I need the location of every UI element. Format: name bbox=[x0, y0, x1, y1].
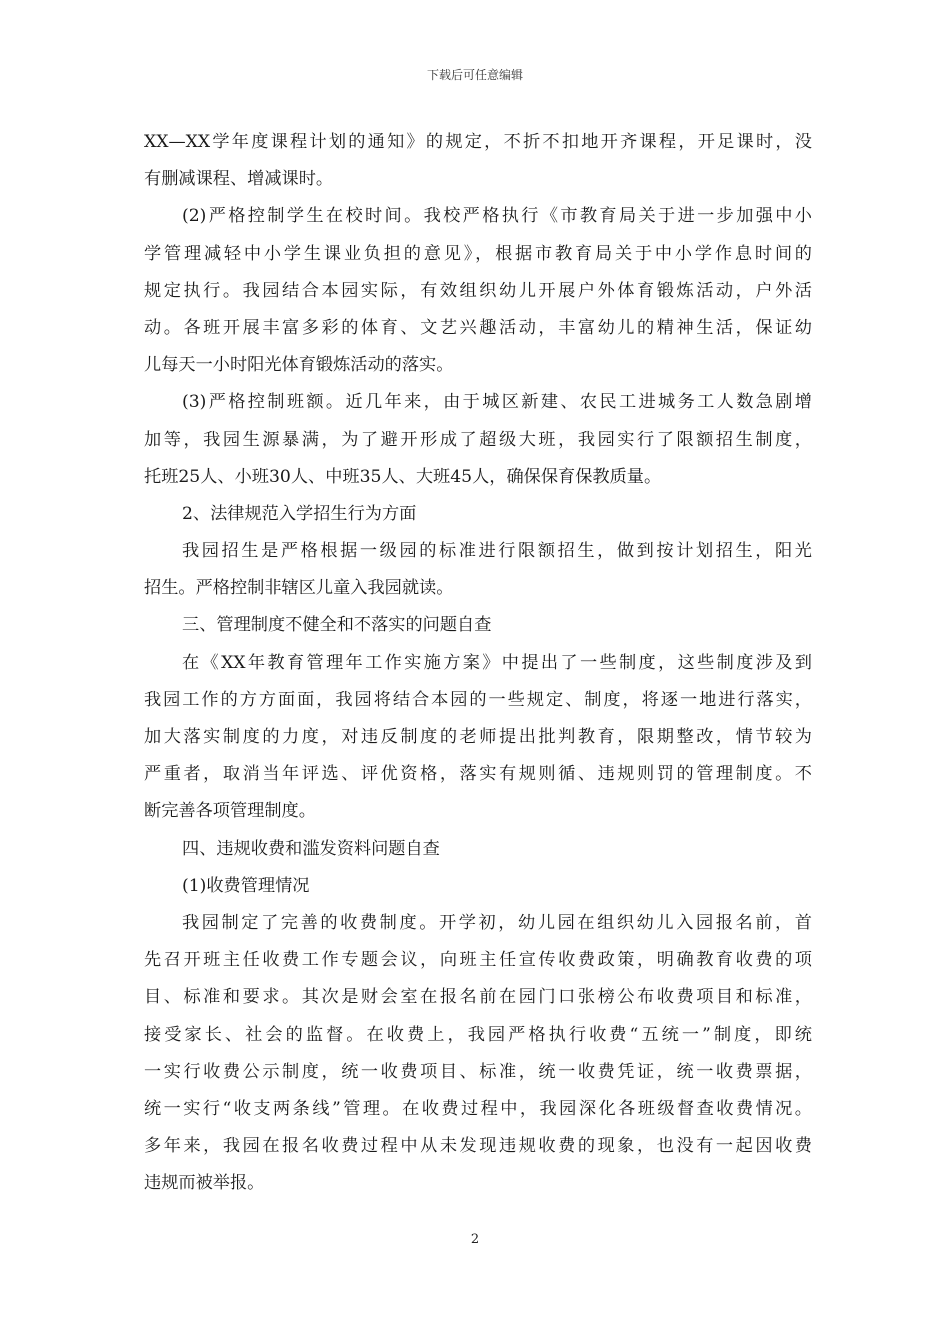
text-line: (3)严格控制班额。近几年来，由于城区新建、农民工进城务工人数急剧增 bbox=[182, 392, 812, 413]
text-line: 动。各班开展丰富多彩的体育、文艺兴趣活动，丰富幼儿的精神生活，保证幼 bbox=[144, 317, 812, 338]
text-line: 有删减课程、增减课时。 bbox=[144, 169, 334, 190]
text-line: 招生。严格控制非辖区儿童入我园就读。 bbox=[144, 578, 454, 599]
text-line: 违规而被举报。 bbox=[144, 1173, 265, 1194]
text-line: 严重者，取消当年评选、评优资格，落实有规则循、违规则罚的管理制度。不 bbox=[144, 764, 812, 785]
text-line: 一实行收费公示制度，统一收费项目、标准，统一收费凭证，统一收费票据， bbox=[144, 1061, 812, 1082]
page-number: 2 bbox=[470, 1232, 480, 1247]
subsection-heading: (1)收费管理情况 bbox=[182, 875, 310, 896]
text-line: (2)严格控制学生在校时间。我校严格执行《市教育局关于进一步加强中小 bbox=[182, 206, 812, 227]
text-line: 先召开班主任收费工作专题会议，向班主任宣传收费政策，明确教育收费的项 bbox=[144, 950, 812, 971]
text-line: 学管理减轻中小学生课业负担的意见》，根据市教育局关于中小学作息时间的 bbox=[144, 243, 812, 264]
text-line: 加等，我园生源暴满，为了避开形成了超级大班，我园实行了限额招生制度， bbox=[144, 429, 812, 450]
text-line: 我园招生是严格根据一级园的标准进行限额招生，做到按计划招生，阳光 bbox=[182, 541, 812, 562]
section-heading: 四、违规收费和滥发资料问题自查 bbox=[182, 838, 440, 859]
text-line: XX—XX学年度课程计划的通知》的规定，不折不扣地开齐课程，开足课时，没 bbox=[144, 132, 812, 152]
text-line: 托班25人、小班30人、中班35人、大班45人，确保保育保教质量。 bbox=[144, 466, 662, 487]
text-line: 在《XX年教育管理年工作实施方案》中提出了一些制度，这些制度涉及到 bbox=[182, 652, 812, 673]
text-line: 统一实行“收支两条线”管理。在收费过程中，我园深化各班级督查收费情况。 bbox=[144, 1098, 812, 1119]
document-body bbox=[144, 124, 812, 1202]
page-header: 下载后可任意编辑 bbox=[426, 68, 523, 82]
text-line: 断完善各项管理制度。 bbox=[144, 801, 316, 822]
text-line: 儿每天一小时阳光体育锻炼活动的落实。 bbox=[144, 355, 454, 376]
text-line: 目、标准和要求。其次是财会室在报名前在园门口张榜公布收费项目和标准， bbox=[144, 987, 812, 1008]
text-line: 多年来，我园在报名收费过程中从未发现违规收费的现象，也没有一起因收费 bbox=[144, 1136, 812, 1157]
text-line: 我园制定了完善的收费制度。开学初，幼儿园在组织幼儿入园报名前，首 bbox=[182, 912, 812, 933]
text-line: 规定执行。我园结合本园实际，有效组织幼儿开展户外体育锻炼活动，户外活 bbox=[144, 280, 812, 301]
section-heading: 2、法律规范入学招生行为方面 bbox=[182, 503, 417, 524]
section-heading: 三、管理制度不健全和不落实的问题自查 bbox=[182, 615, 492, 636]
text-line: 加大落实制度的力度，对违反制度的老师提出批判教育，限期整改，情节较为 bbox=[144, 727, 812, 747]
text-line: 接受家长、社会的监督。在收费上，我园严格执行收费“五统一”制度，即统 bbox=[144, 1024, 812, 1045]
text-line: 我园工作的方方面面，我园将结合本园的一些规定、制度，将逐一地进行落实， bbox=[144, 689, 812, 710]
